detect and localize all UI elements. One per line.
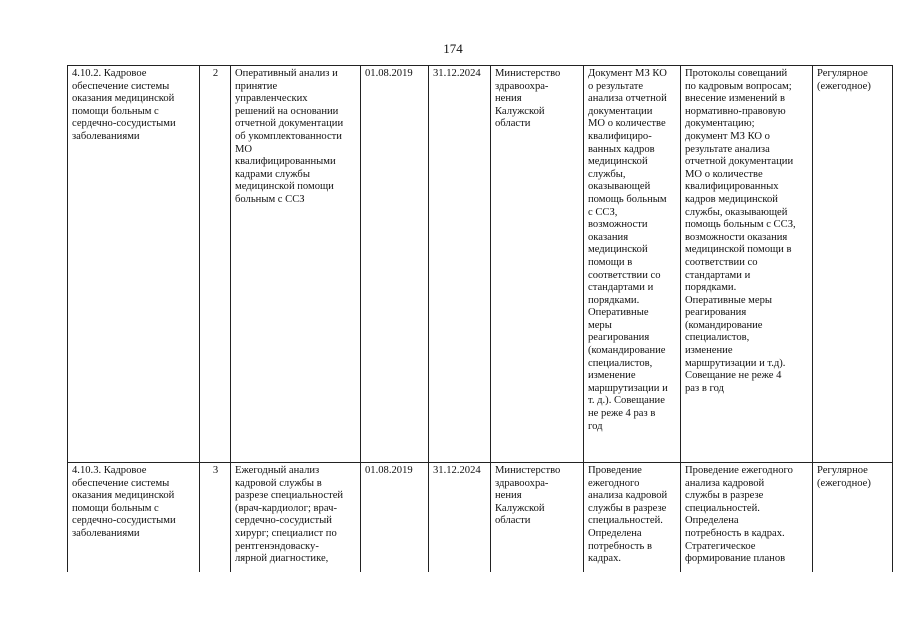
- responsible-cell: Министерство здравоохра- нения Калужской области: [491, 66, 584, 463]
- start-date-cell: 01.08.2019: [361, 66, 429, 463]
- periodicity-cell: Регулярное (ежегодное): [813, 66, 893, 463]
- end-date-cell: 31.12.2024: [429, 463, 491, 573]
- result-cell: Проведение ежегодного анализа кадровой службы в разрезе специальностей. Определена потребность в кадрах.: [584, 463, 681, 573]
- periodicity-cell: Регулярное (ежегодное): [813, 463, 893, 573]
- control-cell: Проведение ежегодного анализа кадровой службы в разрезе специальностей. Определена потребность в кадрах. Стратегическое формирование планов: [681, 463, 813, 573]
- control-cell: Протоколы совещаний по кадровым вопросам; внесение изменений в нормативно-правовую документацию; документ МЗ КО о результате анализа отчетной документации МО о количестве квалифицированных кадров медицинской службы, оказывающей помощь больным с ССЗ, возможности оказания медицинской помощи в соответствии со стандартами и порядками. Оперативные меры реагирования (командирование специалистов, изменение маршрутизации и т.д). Совещание не реже 4 раз в год: [681, 66, 813, 463]
- measure-code-cell: 4.10.2. Кадровое обеспечение системы оказания медицинской помощи больным с сердечно-сосудистыми заболеваниями: [68, 66, 200, 463]
- measure-description-cell: Оперативный анализ и принятие управленческих решений на основании отчетной документации об укомплектованности МО квалифицированными кадрами службы медицинской помощи больным с ССЗ: [231, 66, 361, 463]
- measures-table: [67, 65, 893, 572]
- responsible-cell: Министерство здравоохра- нения Калужской области: [491, 463, 584, 573]
- table-row: [68, 463, 893, 573]
- page-number: 174: [443, 41, 463, 56]
- measure-number-cell: 3: [200, 463, 231, 573]
- measure-code-cell: 4.10.3. Кадровое обеспечение системы оказания медицинской помощи больным с сердечно-сосудистыми заболеваниями: [68, 463, 200, 573]
- table-row: [68, 66, 893, 463]
- start-date-cell: 01.08.2019: [361, 463, 429, 573]
- result-cell: Документ МЗ КО о результате анализа отчетной документации МО о количестве квалифициро- ванных кадров медицинской службы, оказывающей помощь больным с ССЗ, возможности оказания медицинской помощи в соответствии со стандартами и порядками. Оперативные меры реагирования (командирование специалистов, изменение маршрутизации и т. д.). Совещание не реже 4 раз в год: [584, 66, 681, 463]
- measure-description-cell: Ежегодный анализ кадровой службы в разрезе специальностей (врач-кардиолог; врач- сердечно-сосудистый хирург; специалист по рентгенэндоваску- лярной диагностике,: [231, 463, 361, 573]
- measure-number-cell: 2: [200, 66, 231, 463]
- end-date-cell: 31.12.2024: [429, 66, 491, 463]
